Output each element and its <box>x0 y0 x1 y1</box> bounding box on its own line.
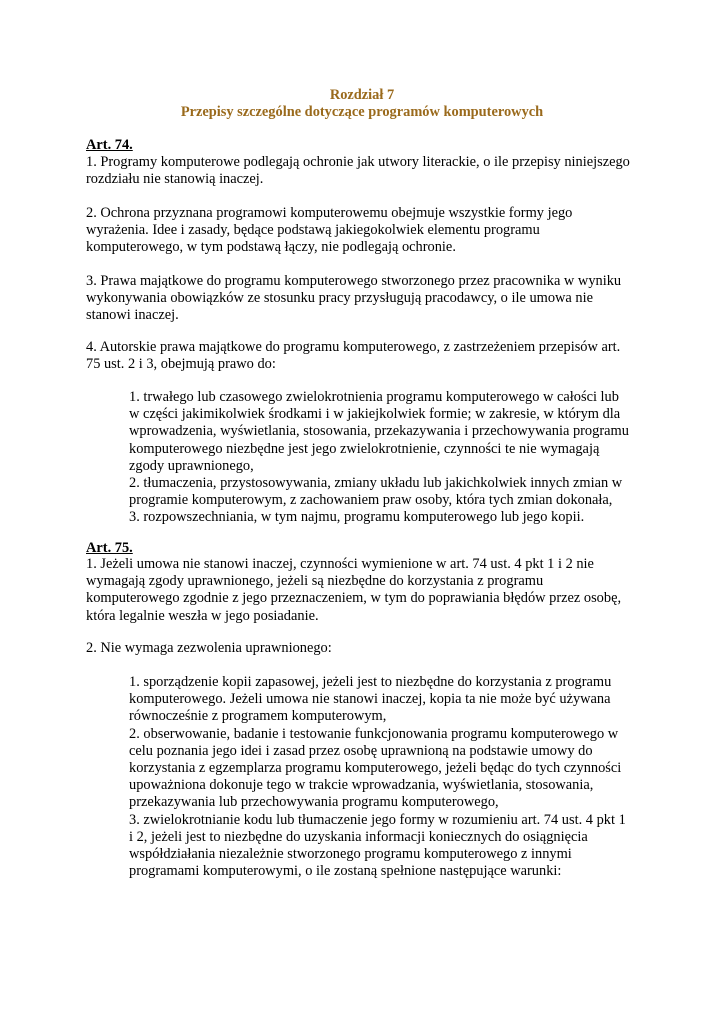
text-line: upoważniona dokonuje tego w trakcie wprowadzania, wyświetlania, stosowania, <box>129 777 594 794</box>
text-line: 4. Autorskie prawa majątkowe do programu komputerowego, z zastrzeżeniem przepisów art. <box>86 339 621 355</box>
text-line: wyrażenia. Idee i zasady, będące podstawą jakiegokolwiek elementu programu <box>86 222 540 239</box>
text-line: komputerowego zgodnie z jego przeznaczeniem, w tym do poprawiania błędów przez osobę, <box>86 590 622 607</box>
text-line: przekazywania lub przechowywania programu komputerowego, <box>129 794 499 811</box>
art-75-paragraph-1 <box>86 556 646 625</box>
art-75-heading: Art. 75. <box>86 540 133 556</box>
text-line: w części jakimikolwiek środkami i w jakiejkolwiek formie; w zakresie, w którym dla <box>129 406 621 423</box>
art-74-heading: Art. 74. <box>86 137 133 153</box>
art-75-paragraph-2 <box>86 640 646 657</box>
text-line: rozdziału nie stanowią inaczej. <box>86 171 264 188</box>
text-line: 3. rozpowszechniania, w tym najmu, programu komputerowego lub jego kopii. <box>129 509 585 526</box>
text-line: komputerowego niezbędne jest jego zwielokrotnienie, czynności te nie wymagają <box>129 440 600 457</box>
text-line: 2. Nie wymaga zezwolenia uprawnionego: <box>86 640 332 656</box>
text-line: komputerowego, w tym podstawą łączy, nie podlegają ochronie. <box>86 239 456 256</box>
text-line: współdziałania niezależnie stworzonego programu komputerowego z innymi <box>129 846 572 863</box>
text-line: programami komputerowymi, o ile zostaną spełnione następujące warunki: <box>129 863 562 880</box>
text-line: 1. sporządzenie kopii zapasowej, jeżeli jest to niezbędne do korzystania z programu <box>129 674 612 690</box>
chapter-subtitle: Przepisy szczególne dotyczące programów komputerowych <box>180 104 544 120</box>
text-line: 1. trwałego lub czasowego zwielokrotnienia programu komputerowego w całości lub <box>129 389 619 405</box>
text-line: 1. Programy komputerowe podlegają ochronie jak utwory literackie, o ile przepisy niniejszego <box>86 154 630 170</box>
text-line: równocześnie z programem komputerowym, <box>129 708 387 725</box>
text-line: korzystania z egzemplarza programu komputerowego, jeżeli będąc do tych czynności <box>129 760 622 777</box>
text-line: 2. tłumaczenia, przystosowywania, zmiany układu lub jakichkolwiek innych zmian w <box>129 475 623 492</box>
text-line: stanowi inaczej. <box>86 307 179 324</box>
chapter-number: Rozdział 7 <box>329 87 395 103</box>
art-75-list <box>129 674 649 880</box>
text-line: 75 ust. 2 i 3, obejmują prawo do: <box>86 356 276 373</box>
text-line: wykonywania obowiązków ze stosunku pracy przysługują pracodawcy, o ile umowa nie <box>86 290 593 307</box>
text-line: celu poznania jego idei i zasad przez osobę uprawnioną na podstawie umowy do <box>129 742 593 759</box>
text-line: która legalnie weszła w jego posiadanie. <box>86 607 319 624</box>
text-line: programie komputerowym, z zachowaniem praw osoby, która tych zmian dokonała, <box>129 492 613 509</box>
art-74-paragraph-2 <box>86 205 646 257</box>
text-line: 1. Jeżeli umowa nie stanowi inaczej, czynności wymienione w art. 74 ust. 4 pkt 1 i 2 nie <box>86 556 594 572</box>
art-74-paragraph-1 <box>86 154 646 188</box>
text-line: wymagają zgody uprawnionego, jeżeli są niezbędne do korzystania z programu <box>86 573 544 590</box>
art-74-list <box>129 389 649 527</box>
text-line: 3. zwielokrotnianie kodu lub tłumaczenie jego formy w rozumieniu art. 74 ust. 4 pkt 1 <box>129 811 626 828</box>
art-74-paragraph-4 <box>86 339 646 373</box>
text-line: wprowadzenia, wyświetlania, stosowania, przekazywania i przechowywania programu <box>129 423 629 440</box>
text-line: 2. Ochrona przyznana programowi komputerowemu obejmuje wszystkie formy jego <box>86 205 573 221</box>
text-line: i 2, jeżeli jest to niezbędne do uzyskania informacji koniecznych do osiągnięcia <box>129 828 588 845</box>
text-line: 3. Prawa majątkowe do programu komputerowego stworzonego przez pracownika w wyniku <box>86 273 622 289</box>
text-line: zgody uprawnionego, <box>129 457 254 474</box>
text-line: komputerowego. Jeżeli umowa nie stanowi inaczej, kopia ta nie może być używana <box>129 691 611 708</box>
text-line: 2. obserwowanie, badanie i testowanie funkcjonowania programu komputerowego w <box>129 725 619 742</box>
art-74-paragraph-3 <box>86 273 646 325</box>
